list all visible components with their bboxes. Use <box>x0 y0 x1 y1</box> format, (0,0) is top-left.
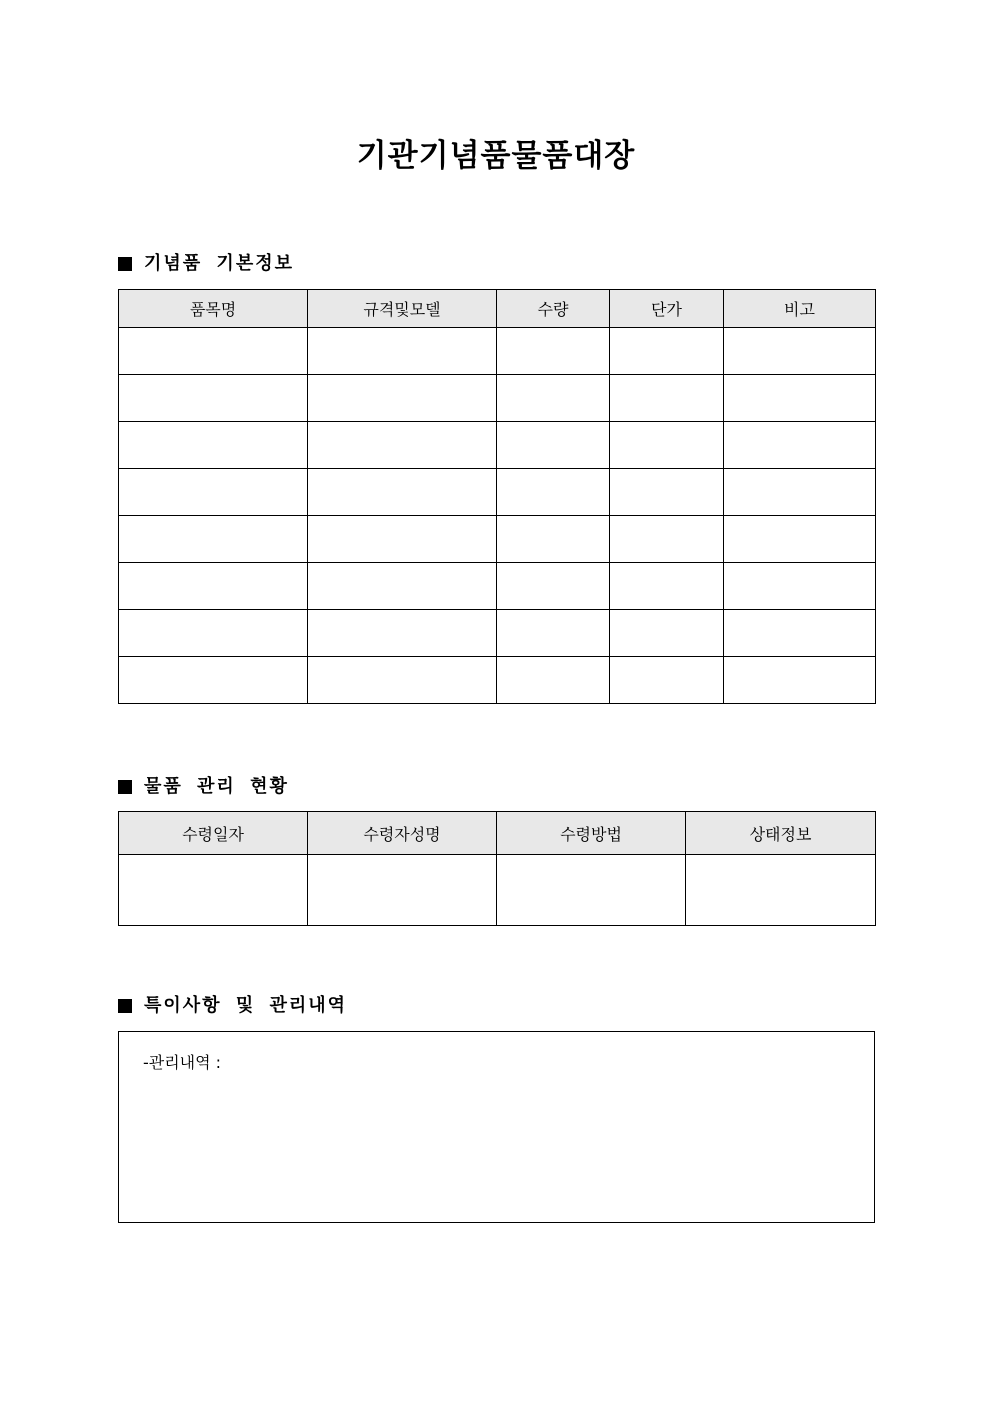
table-header-row <box>119 812 876 855</box>
table-cell[interactable] <box>724 469 876 516</box>
table-cell[interactable] <box>308 657 497 704</box>
table-cell[interactable] <box>610 516 724 563</box>
section-heading-label: 기념품 기본정보 <box>144 253 294 274</box>
table-cell[interactable] <box>610 469 724 516</box>
column-header-spec-model: 규격및모델 <box>308 290 497 328</box>
table-cell[interactable] <box>724 563 876 610</box>
table-cell[interactable] <box>119 422 308 469</box>
table-cell[interactable] <box>497 516 610 563</box>
table-row <box>119 657 876 704</box>
column-header-status-info: 상태정보 <box>686 812 876 855</box>
table-cell[interactable] <box>610 657 724 704</box>
table-cell[interactable] <box>497 422 610 469</box>
column-header-unit-price: 단가 <box>610 290 724 328</box>
table-cell[interactable] <box>610 422 724 469</box>
table-row <box>119 469 876 516</box>
memo-label: -관리내역 : <box>143 1053 222 1072</box>
table-cell[interactable] <box>119 328 308 375</box>
table-cell[interactable] <box>497 610 610 657</box>
table-cell[interactable] <box>308 855 497 926</box>
table-cell[interactable] <box>497 563 610 610</box>
black-square-bullet-icon <box>118 257 132 271</box>
table-row <box>119 563 876 610</box>
table-row <box>119 375 876 422</box>
table-cell[interactable] <box>308 422 497 469</box>
column-header-recipient-name: 수령자성명 <box>308 812 497 855</box>
management-table <box>118 811 876 926</box>
section-heading-label: 물품 관리 현황 <box>144 776 289 797</box>
table-header-row <box>119 290 876 328</box>
table-cell[interactable] <box>497 657 610 704</box>
table-row <box>119 610 876 657</box>
table-cell[interactable] <box>308 516 497 563</box>
column-header-receipt-method: 수령방법 <box>497 812 686 855</box>
table-row <box>119 328 876 375</box>
column-header-item-name: 품목명 <box>119 290 308 328</box>
black-square-bullet-icon <box>118 999 132 1013</box>
table-cell[interactable] <box>308 328 497 375</box>
column-header-remarks: 비고 <box>724 290 876 328</box>
table-cell[interactable] <box>610 563 724 610</box>
notes-memo-box[interactable] <box>118 1031 875 1223</box>
column-header-quantity: 수량 <box>497 290 610 328</box>
table-cell[interactable] <box>724 422 876 469</box>
table-cell[interactable] <box>610 328 724 375</box>
table-cell[interactable] <box>308 469 497 516</box>
table-cell[interactable] <box>308 375 497 422</box>
basic-info-table <box>118 289 876 704</box>
table-cell[interactable] <box>308 610 497 657</box>
table-cell[interactable] <box>724 610 876 657</box>
table-cell[interactable] <box>497 855 686 926</box>
document-title: 기관기념품물품대장 <box>356 138 636 174</box>
table-cell[interactable] <box>724 375 876 422</box>
section-heading-notes <box>118 994 347 1018</box>
table-cell[interactable] <box>119 657 308 704</box>
table-cell[interactable] <box>119 469 308 516</box>
table-cell[interactable] <box>686 855 876 926</box>
table-row <box>119 422 876 469</box>
table-cell[interactable] <box>119 375 308 422</box>
table-row <box>119 516 876 563</box>
table-cell[interactable] <box>119 855 308 926</box>
section-heading-label: 특이사항 및 관리내역 <box>144 995 348 1016</box>
table-cell[interactable] <box>610 375 724 422</box>
section-heading-basic-info <box>118 252 294 276</box>
table-cell[interactable] <box>119 516 308 563</box>
table-cell[interactable] <box>119 610 308 657</box>
table-cell[interactable] <box>497 375 610 422</box>
table-cell[interactable] <box>497 469 610 516</box>
table-cell[interactable] <box>724 657 876 704</box>
table-cell[interactable] <box>308 563 497 610</box>
table-cell[interactable] <box>119 563 308 610</box>
column-header-receipt-date: 수령일자 <box>119 812 308 855</box>
table-row <box>119 855 876 926</box>
table-cell[interactable] <box>497 328 610 375</box>
table-cell[interactable] <box>610 610 724 657</box>
table-cell[interactable] <box>724 328 876 375</box>
section-heading-management <box>118 775 289 799</box>
black-square-bullet-icon <box>118 780 132 794</box>
table-cell[interactable] <box>724 516 876 563</box>
